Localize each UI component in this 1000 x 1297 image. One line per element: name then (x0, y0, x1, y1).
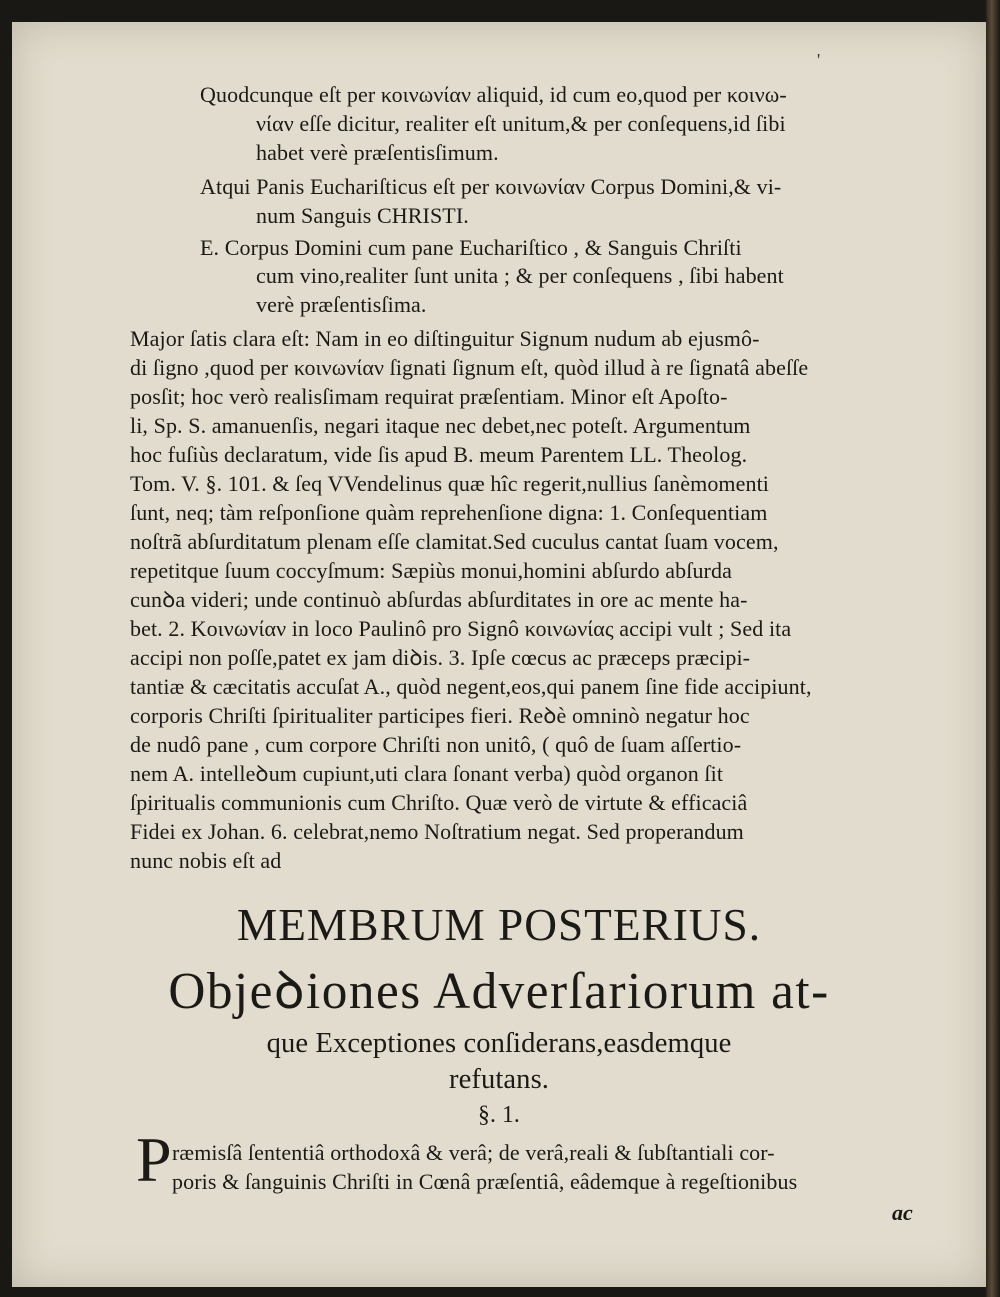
syllogism-line: verè præſentisſima. (256, 292, 427, 317)
heading-exceptiones: que Exceptiones conſiderans,easdemque (266, 1027, 732, 1059)
heading-objectiones: Objeꝺiones Adverſariorum at- (168, 963, 830, 1020)
paragraph-line: bet. 2. Κοινωνίαν in loco Paulinô pro Signô κοινωνίας accipi vult ; Sed ita (130, 616, 792, 641)
heading-membrum: MEMBRUM POSTERIUS. (236, 899, 762, 950)
catchword: ac (892, 1200, 913, 1225)
paragraph-line: hoc fuſiùs declaratum, vide ſis apud B. meum Parentem LL. Theolog. (130, 442, 748, 467)
corner-mark: ' (817, 50, 821, 70)
paragraph-line: Tom. V. §. 101. & ſeq VVendelinus quæ hîc regerit,nullius ſanèmomenti (130, 471, 770, 496)
paragraph-line: noſtrã abſurditatum plenam eſſe clamitat.Sed cuculus cantat ſuam vocem, (130, 529, 779, 554)
syllogism-line: habet verè præſentisſimum. (256, 140, 499, 165)
paragraph-line: cunꝺa videri; unde continuò abſurdas abſurditates in ore ac mente ha- (130, 587, 748, 612)
paragraph-line: ſpiritualis communionis cum Chriſto. Quæ verò de virtute & efficaciâ (130, 790, 748, 815)
syllogism-line: num Sanguis CHRISTI. (256, 203, 469, 228)
syllogism-line: νίαν eſſe dicitur, realiter eſt unitum,& per conſequens,id ſibi (256, 111, 786, 136)
paragraph-line: di ſigno ,quod per κοινωνίαν ſignati ſignum eſt, quòd illud à re ſignatâ abeſſe (130, 355, 809, 380)
heading-refutans: refutans. (448, 1063, 550, 1095)
drop-cap: P (136, 1124, 172, 1195)
syllogism-line: Atqui Panis Euchariſticus eſt per κοινωνίαν Corpus Domini,& vi- (200, 174, 782, 199)
syllogism-line: Quodcunque eſt per κοινωνίαν aliquid, id cum eo,quod per κοινω- (200, 82, 787, 107)
text-block (12, 22, 986, 1287)
paragraph-line: nem A. intelleꝺum cupiunt,uti clara ſonant verba) quòd organon ſit (130, 761, 724, 786)
paragraph-line: tantiæ & cæcitatis accuſat A., quòd negent,eos,qui panem ſine fide accipiunt, (130, 674, 812, 699)
paragraph-line: li, Sp. S. amanuenſis, negari itaque nec debet,nec poteſt. Argumentum (130, 413, 751, 438)
paragraph-line: accipi non poſſe,patet ex jam diꝺis. 3. Ipſe cœcus ac præceps præcipi- (130, 645, 751, 670)
section-mark: §. 1. (478, 1102, 520, 1128)
paragraph-line: ſunt, neq; tàm reſponſione quàm reprehenſione digna: 1. Conſequentiam (130, 500, 768, 525)
syllogism-line: E. Corpus Domini cum pane Euchariſtico , & Sanguis Chriſti (200, 235, 742, 260)
paragraph-line: nunc nobis eſt ad (130, 848, 282, 873)
paragraph-line: de nudô pane , cum corpore Chriſti non unitô, ( quô de ſuam aſſertio- (130, 732, 742, 757)
closing-line: poris & ſanguinis Chriſti in Cœnâ præſentiâ, eâdemque à regeſtionibus (172, 1169, 798, 1194)
paragraph-line: Major ſatis clara eſt: Nam in eo diſtinguitur Signum nudum ab ejusmô- (130, 326, 760, 351)
book-edge (986, 0, 1000, 1297)
paragraph-line: Fidei ex Johan. 6. celebrat,nemo Noſtratium negat. Sed properandum (130, 819, 744, 844)
document-page (12, 22, 986, 1287)
syllogism-line: cum vino,realiter ſunt unita ; & per conſequens , ſibi habent (256, 263, 784, 288)
paragraph-line: posſit; hoc verò realisſimam requirat præſentiam. Minor eſt Apoſto- (130, 384, 728, 409)
closing-line: ræmisſâ ſententiâ orthodoxâ & verâ; de verâ,reali & ſubſtantiali cor- (172, 1140, 775, 1165)
paragraph-line: repetitque ſuum coccyſmum: Sæpiùs monui,homini abſurdo abſurda (130, 558, 732, 583)
paragraph-line: corporis Chriſti ſpiritualiter participes fieri. Reꝺè omninò negatur hoc (130, 703, 750, 728)
